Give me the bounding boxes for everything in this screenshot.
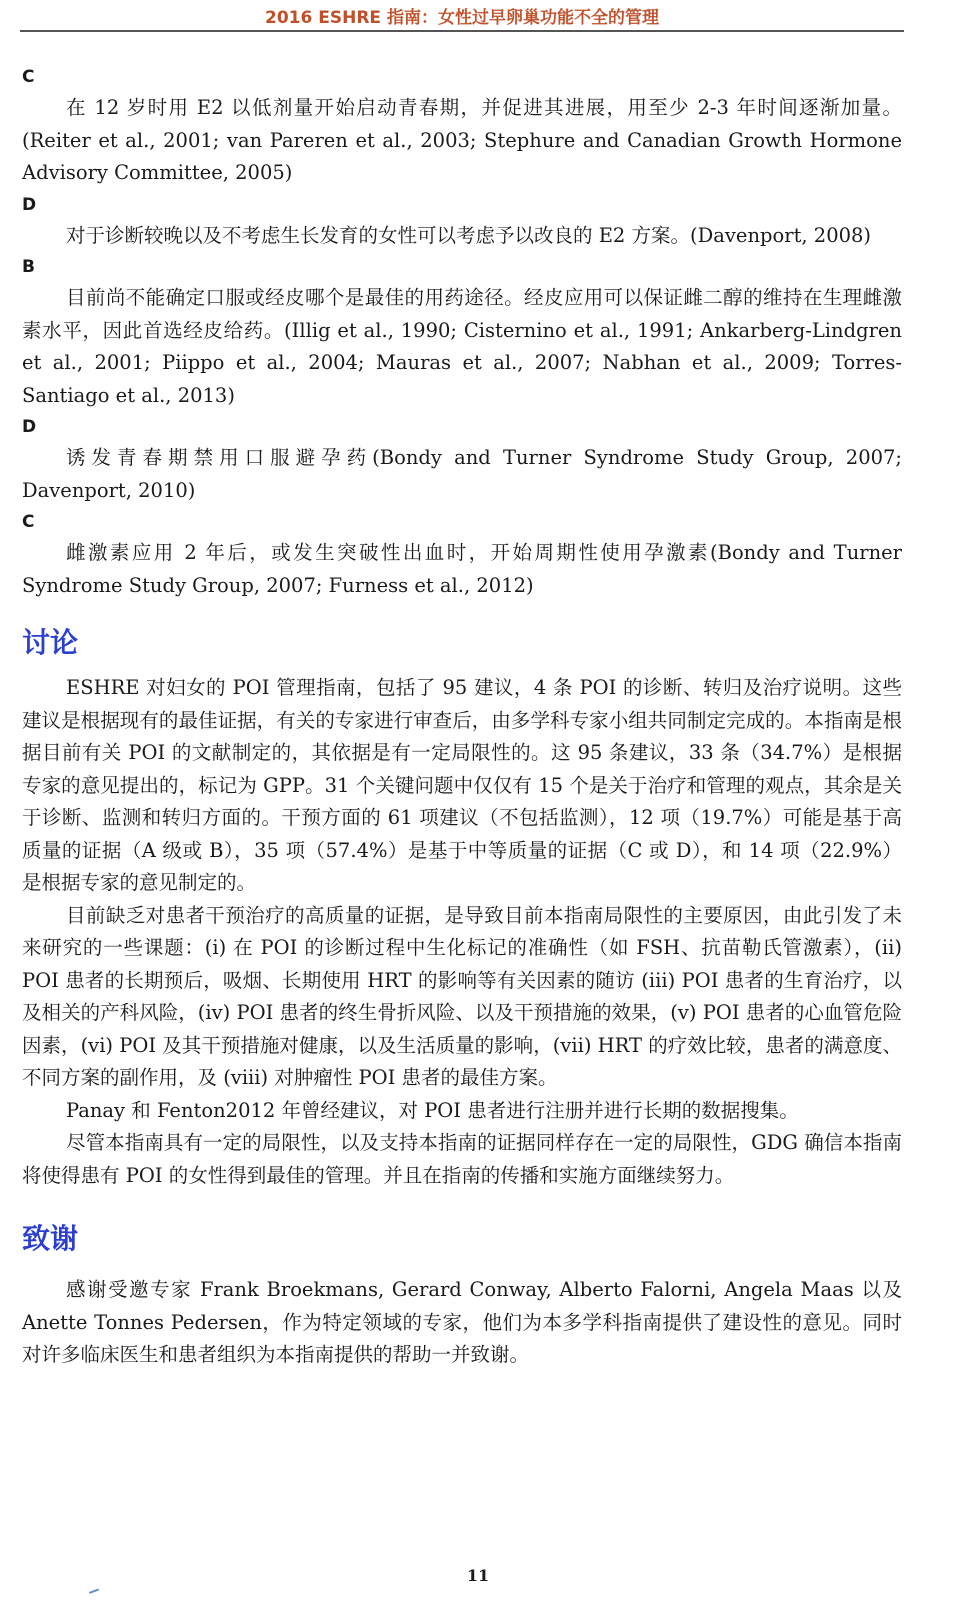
header-title: 2016 ESHRE 指南：女性过早卵巢功能不全的管理 bbox=[265, 8, 659, 28]
recommendation-text: 雌激素应用 2 年后，或发生突破性出血时，开始周期性使用孕激素(Bondy and Turner Syndrome Study Group, 2007; Furness et al., 2012) bbox=[22, 541, 902, 597]
discussion-paragraph: 目前缺乏对患者干预治疗的高质量的证据，是导致目前本指南局限性的主要原因，由此引发了未来研究的一些课题：(i) 在 POI 的诊断过程中生化标记的准确性（如 FSH、抗苗勒氏管激素），(ii) POI 患者的长期预后，吸烟、长期使用 HRT 的影响等有关因素的随访 (iii) POI 患者的生育治疗，以及相关的产科风险，(iv) POI 患者的终生骨折风险、以及干预措施的效果，(v) POI 患者的心血管危险因素，(vi) POI 及其干预措施对健康，以及生活质量的影响，(vii) HRT 的疗效比较，患者的满意度、不同方案的副作用，及 (viii) 对肿瘤性 POI 患者的最佳方案。 bbox=[22, 903, 902, 1089]
discussion-paragraph: ESHRE 对妇女的 POI 管理指南，包括了 95 建议，4 条 POI 的诊断、转归及治疗说明。这些建议是根据现有的最佳证据，有关的专家进行审查后，由多学科专家小组共同制定完成的。本指南是根据目前有关 POI 的文献制定的，其依据是有一定局限性的。这 95 条建议，33 条（34.7%）是根据专家的意见提出的，标记为 GPP。31 个关键问题中仅仅有 15 个是关于治疗和管理的观点，其余是关于诊断、监测和转归方面的。干预方面的 61 项建议（不包括监测），12 项（19.7%）可能是基于高质量的证据（A 级或 B），35 项（57.4%）是基于中等质量的证据（C 或 D），和 14 项（22.9%）是根据专家的意见制定的。 bbox=[22, 676, 902, 894]
recommendation-text: 诱发青春期禁用口服避孕药(Bondy and Turner Syndrome Study Group, 2007; Davenport, 2010) bbox=[22, 446, 902, 502]
discussion-paragraph: Panay 和 Fenton2012 年曾经建议，对 POI 患者进行注册并进行长期的数据搜集。 bbox=[66, 1098, 799, 1122]
recommendation-block bbox=[22, 62, 902, 190]
recommendation-block bbox=[22, 507, 902, 602]
grade-label: C bbox=[22, 512, 35, 532]
page-content bbox=[22, 62, 902, 1372]
recommendation-text: 对于诊断较晚以及不考虑生长发育的女性可以考虑予以改良的 E2 方案。(Davenport, 2008) bbox=[66, 223, 872, 247]
acknowledgements-paragraph: 感谢受邀专家 Frank Broekmans, Gerard Conway, Alberto Falorni, Angela Maas 以及 Anette Tonnes Pedersen，作为特定领域的专家，他们为本多学科指南提供了建设性的意见。同时对许多临床医生和患者组织为本指南提供的帮助一并致谢。 bbox=[22, 1278, 902, 1366]
grade-label: C bbox=[22, 67, 35, 87]
page-number: 11 bbox=[466, 1566, 490, 1585]
recommendation-block bbox=[22, 412, 902, 507]
acknowledgements-heading: 致谢 bbox=[22, 1222, 79, 1255]
grade-label: B bbox=[22, 257, 35, 277]
recommendation-block bbox=[22, 190, 902, 253]
grade-label: D bbox=[22, 194, 37, 215]
running-header bbox=[20, 0, 904, 32]
corner-mark bbox=[89, 1589, 101, 1600]
discussion-heading: 讨论 bbox=[22, 626, 79, 659]
recommendation-text: 目前尚不能确定口服或经皮哪个是最佳的用药途径。经皮应用可以保证雌二醇的维持在生理雌激素水平，因此首选经皮给药。(Illig et al., 1990; Cisternino et al., 1991; Ankarberg-Lindgren et al., 2001; Piippo et al., 2004; Mauras et al., 2007; Nabhan et al., 2009; Torres-Santiago et al., 2013) bbox=[22, 286, 902, 407]
discussion-paragraph: 尽管本指南具有一定的局限性，以及支持本指南的证据同样存在一定的局限性，GDG 确信本指南将使得患有 POI 的女性得到最佳的管理。并且在指南的传播和实施方面继续努力。 bbox=[22, 1131, 902, 1187]
recommendation-text: 在 12 岁时用 E2 以低剂量开始启动青春期，并促进其进展，用至少 2-3 年时间逐渐加量。(Reiter et al., 2001; van Pareren et al., 2003; Stephure and Canadian Growth Hormone Advisory Committee, 2005) bbox=[22, 96, 902, 184]
recommendation-block bbox=[22, 252, 902, 412]
grade-label: D bbox=[22, 417, 37, 437]
